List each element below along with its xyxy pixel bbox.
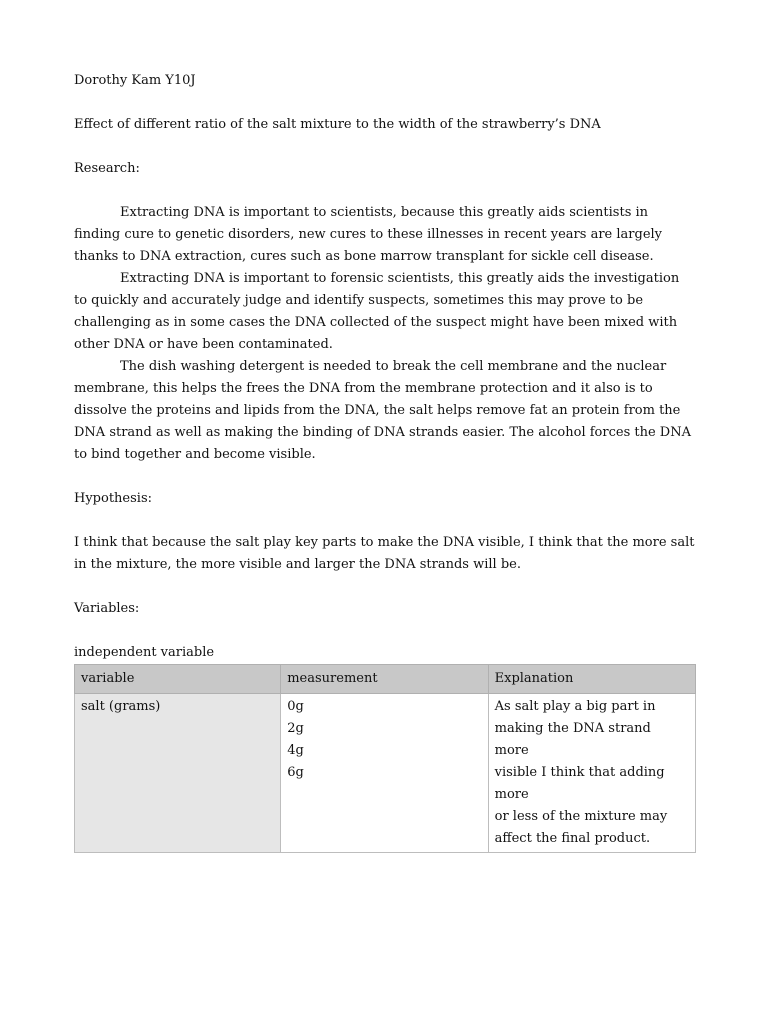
table-header-row <box>75 665 696 694</box>
author-line: Dorothy Kam Y10J <box>74 73 196 88</box>
variables-table <box>74 664 696 853</box>
measurement-value: 2g <box>287 721 304 736</box>
table-header-measurement: measurement <box>281 665 488 694</box>
research-heading: Research: <box>74 161 140 176</box>
explanation-line: making the DNA strand more <box>494 721 651 758</box>
hypothesis-text: I think that because the salt play key parts to make the DNA visible, I think that the more salt in the mixture, the more visible and larger the DNA strands will be. <box>74 535 695 572</box>
cell-measurement <box>281 694 488 853</box>
cell-explanation <box>488 694 695 853</box>
independent-variable-label: independent variable <box>74 645 215 660</box>
measurement-value: 6g <box>287 765 304 780</box>
explanation-line: As salt play a big part in <box>494 699 656 714</box>
measurement-value: 4g <box>287 743 304 758</box>
research-paragraph-1: Extracting DNA is important to scientists, because this greatly aids scientists in finding cure to genetic disorders, new cures to these illnesses in recent years are largely thanks to DNA extraction, cures such as bone marrow transplant for sickle cell disease. <box>74 205 663 264</box>
explanation-line: visible I think that adding more <box>494 765 665 802</box>
cell-variable: salt (grams) <box>75 694 281 853</box>
hypothesis-heading: Hypothesis: <box>74 491 152 506</box>
table-header-explanation: Explanation <box>488 665 695 694</box>
variables-heading: Variables: <box>74 601 140 616</box>
explanation-line: or less of the mixture may <box>494 809 668 824</box>
document-page <box>74 70 696 853</box>
measurement-value: 0g <box>287 699 304 714</box>
table-row <box>75 694 696 853</box>
research-paragraph-3: The dish washing detergent is needed to break the cell membrane and the nuclear membrane, this helps the frees the DNA from the membrane protection and it also is to dissolve the proteins and lipids from the DNA, the salt helps remove fat an protein from the DNA strand as well as making the binding of DNA strands easier. The alcohol forces the DNA to bind together and become visible. <box>74 359 691 462</box>
document-title: Effect of different ratio of the salt mixture to the width of the strawberry’s DNA <box>74 117 601 132</box>
explanation-line: affect the final product. <box>494 831 651 846</box>
research-paragraph-2: Extracting DNA is important to forensic scientists, this greatly aids the investigation to quickly and accurately judge and identify suspects, sometimes this may prove to be challenging as in some cases the DNA collected of the suspect might have been mixed with other DNA or have been contaminated. <box>74 271 680 352</box>
table-header-variable: variable <box>75 665 281 694</box>
